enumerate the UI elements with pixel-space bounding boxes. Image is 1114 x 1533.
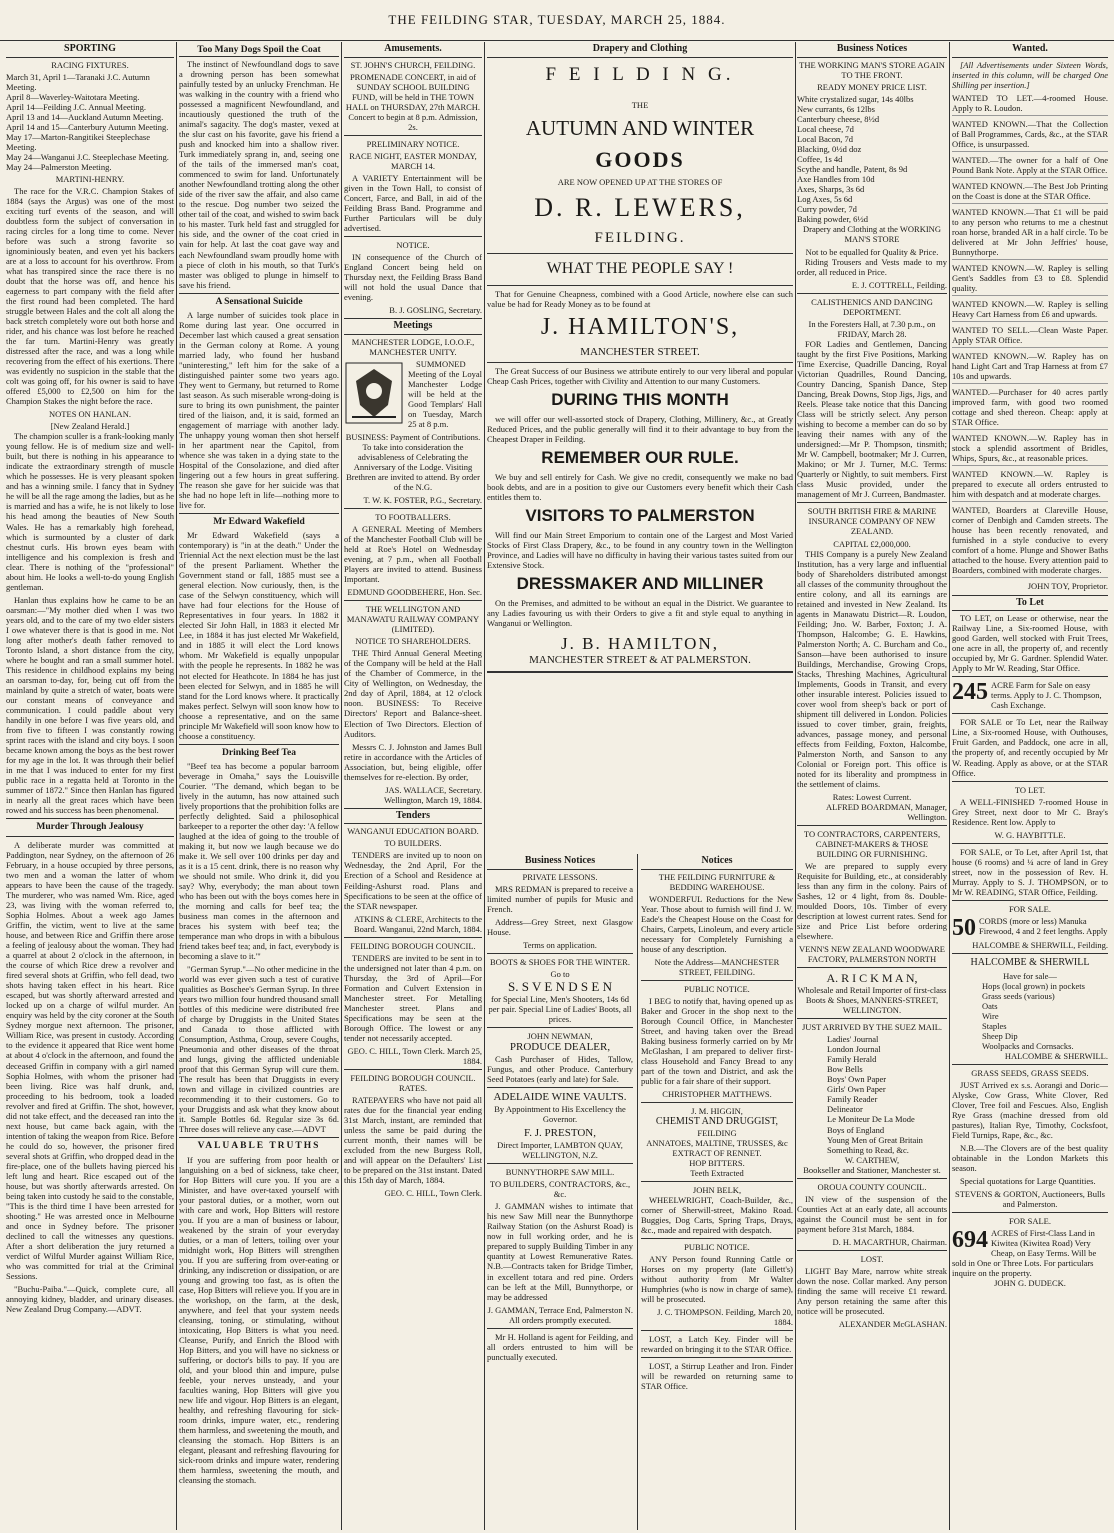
notice-text: FOR Ladies and Gentlemen, Dancing taught by the first Five Positions, Marking Time Exercise, Quadrille Dancing, Royal Victorian Quadrilles, Round Dancing, Country Dancing, Spanish Dance, Step Dancing, Break Downs, Stop Jigs, Jigs, and Reels. Please take notice that this Dancing Class will be strictly select. Any person wishing to become a member can do so by leaving their names with any of the undersigned:—Mr P. Thompson, tinsmith; Mr W. Campbell, bootmaker; Mr J. Curren, Makino; or Mr J. Turner, M.C. Terms: Quarterly or Nightly, to suit members. First class Music provided, under the management of Mr J. Curreen, Bandmaster. (797, 339, 947, 500)
notice-heading: PRODUCE DEALER, (509, 1041, 611, 1054)
notice-text: Cash Purchaser of Hides, Tallow, Fungus, and other Produce. Canterbury Seed Potatoes (early and late) for Sale. (487, 1054, 633, 1085)
wanted-item: WANTED KNOWN.—W. Rapley is prepared to execute all orders entrusted to him with despatch and at moderate charges. (952, 469, 1108, 502)
fixture-item: May 24—Palmerston Meeting. (6, 161, 112, 172)
stock-item: Woolpacks and Cornsacks. (982, 1040, 1074, 1051)
wanted-item: WANTED KNOWN.—W. Rapley has in stock a splendid assortment of Bridles, Whips, Spurs, &c., at reasonable prices. (952, 433, 1108, 466)
advert-number: 50 (952, 914, 976, 941)
advert-address: MANCHESTER STREET & AT PALMERSTON. (529, 653, 751, 666)
notice-text: FOR SALE, or To Let, after April 1st, that house (6 rooms) and ¼ acre of land in Grey street, now in the possession of Rev. H. Murray. Apply to S. J. THOMPSON, or to Mr W. READING, STAR Office, Feilding. (952, 846, 1108, 897)
subcolumn-business-notices (487, 854, 638, 1530)
notice-text: CORDS (more or less) Manuka Firewood, 4 and 2 feet lengths. Apply (979, 915, 1108, 936)
notice-signature: HALCOMBE & SHERWILL, Feilding. (972, 939, 1108, 950)
notice-heading: NOTICE. (396, 240, 430, 251)
price-item: White crystalized sugar, 14s 40lbs (797, 93, 914, 104)
notice-text: Note the Address—MANCHESTER STREET, FEILDING. (654, 956, 780, 977)
notice-heading: PUBLIC NOTICE. (684, 983, 750, 994)
notice-heading: THE WORKING MAN'S STORE AGAIN TO THE FRONT. (799, 59, 945, 80)
price-item: Local cheese, 7d (797, 123, 854, 134)
notice-text: ACRE Farm for Sale on easy terms. Apply to J. C. Thompson, Cash Exchange. (991, 680, 1102, 711)
notice-heading: WANGANUI EDUCATION BOARD. (347, 826, 479, 837)
notice-signature: D. H. MACARTHUR, Chairman. (832, 1236, 947, 1247)
notice-text: RATEPAYERS who have not paid all rates due for the financial year ending 31st March, instant, are reminded that unless the same be paid during the current month, their names will be excluded from the new Burgess Roll, and will appear on the Defaulters' List to be prepared on the 31st instant. Dated this 15th day of March, 1884. (344, 1094, 482, 1185)
notice-subheading: RACE NIGHT, EASTER MONDAY, MARCH 14. (349, 150, 477, 171)
notice-text: Direct Importer, LAMBTON QUAY, WELLINGTON, N.Z. (497, 1140, 623, 1161)
notice-text: Go to (550, 968, 570, 979)
price-item: Log Axes, 5s 6d (797, 194, 853, 204)
wanted-item: WANTED TO LET.—4-roomed House. Apply to R. Loudon. (952, 93, 1108, 116)
notice-signature: CHRISTOPHER MATTHEWS. (662, 1089, 772, 1100)
journal-item: Bow Bells (827, 1064, 863, 1075)
article-source: [New Zealand Herald.] (50, 421, 130, 432)
advert-title: WHAT THE PEOPLE SAY ! (546, 260, 734, 278)
wanted-item: WANTED KNOWN.—W. Rapley is selling Gent's Saddles from £3 to £8. Splendid quality. (952, 263, 1108, 296)
notice-text: Messrs C. J. Johnston and James Bull retire in accordance with the Articles of Association, but, being eligible, offer themselves for re-election. By order, (344, 741, 482, 782)
journal-item: Young Men of Great Britain (827, 1134, 923, 1145)
section-heading: Business Notices (797, 42, 947, 58)
notice-text: Teeth Extracted (690, 1168, 744, 1178)
notice-heading: FOR SALE. (1008, 903, 1052, 914)
stock-item: Grass seeds (various) (982, 990, 1055, 1001)
notice-text: Rates: Lowest Current. (832, 791, 912, 802)
wanted-item: WANTED KNOWN.—That the Collection of Ball Programmes, Cards, &c., at the STAR Office, is unsurpassed. (952, 119, 1108, 152)
notice-text: Terms on application. (523, 939, 597, 950)
notice-signature: VENN'S NEW ZEALAND WOODWARE FACTORY, PALMERSTON NORTH (799, 944, 945, 965)
notice-heading: TO FOOTBALLERS. (375, 512, 451, 523)
article-text: "Beef tea has become a popular barroom beverage in Omaha," says the Louisville Courier. "The demand, which began to be lively in the autumn, has now attained such lively proportions that the prohibition folks are perfectly delighted. Said a philosophical barkeeper to a reporter the other day: 'A fellow laughed at the idea of going to the trouble of making it, but now we laugh because we do make it. We sell over 100 drinks per day and as it is a 15 cent. drink, there is no reason why we should not smile. Who drink it, did you say? Why, everybody; the man about town who has been out with the boys comes here in the morning and calls for beef tea; the business man comes in the afternoon and braces his system with beef tea; the temperance man who drops in with a bibulous friend takes beef tea; and, in fact, everybody is becoming a slave to it.'" (179, 760, 339, 962)
article-text: A deliberate murder was committed at Paddington, near Sydney, on the afternoon of 26 February, in a house occupied by three persons, two men and a woman the latter of whom appears to have been the cause of the tragedy. The murderer, who was named Wm. Rice, aged 23, was living with the woman referred to, Sophia Holmes. About a week ago James Griffin, the victim, went to live at the same house, and between Rice and Griffin there arose a feeling of jealousy about the woman. They had a quarrel at about 2 o'clock in the afternoon, in the course of which Rice drew a revolver and fired several shots at Griffin, who fell dead, two shots having taken effect in his heart. Rice escaped, but was shortly afterward arrested and locked up on a charge of wilful murder. An enquiry was held by the city coroner at the South Sydney morgue next afternoon. The prisoner, William Rice, was present in custody. According to the evidence it appeared that Rice went home at about 4 o'clock in the afternoon, and found the deceased Griffin in company with a girl named Sophia Holmes, with whom the prisoner had been living. Rice was half drunk, and, proceeding to his bedroom, took a loaded revolver and fired at Griffin. The shot, however, did not take effect, and the deceased ran into the next house, but came back again, with the intention of taking the weapon from Rice. Before he could do so, however, the prisoner fired several shots at Griffin, who dropped dead in the fire-place, one of the bullets having pierced his left lung and heart. Rice escaped out of the house, but was shortly afterwards arrested. On being taken into custody he said to the constable, "This is the third time I have been arrested for shooting." He was arrested once in Melbourne and once in Sydney before. The prisoner declined to call the witnesses any questions. After a short deliberation the jury returned a verdict of Wilful Murder against William Rice, who was committed for trial at the Criminal Sessions. (6, 840, 174, 1281)
notice-signature: B. J. GOSLING, Secretary. (389, 305, 482, 316)
notice-text: PROMENADE CONCERT, in aid of SUNDAY SCHOOL BUILDING FUND, will be held in THE TOWN HALL on THURSDAY, 27th MARCH. Concert to begin at 8 p.m. Admission, 2s. (345, 71, 481, 132)
journal-item: Family Reader (827, 1094, 878, 1105)
notice-text: IN consequence of the Church of England Concert being held on Thursday next, the Feilding Brass Band will not hold the usual Dance that evening. (344, 252, 482, 303)
notice-heading: FEILDING BOROUGH COUNCIL. RATES. (350, 1072, 476, 1093)
lodge-crest-icon (344, 361, 404, 425)
notice-text: THIS Company is a purely New Zealand Institution, has a very large and influential body of Shareholders distributed amongst all classes of the community throughout the entire colony, and all its earnings are retained and invested in New Zealand. Its agents in Manawatu District—R. Loudon, Feilding; Jno. W. Barber, Foxton; J. A. Thompson, Halcombe; G. E. Hawkins, Palmerston North; A. C. Burcham and Co., Sanson—have been authorised to insure Buildings, Merchandise, Growing Crops, Stacks, Threshing Machines, Agricultural Implements, Goods in Transit, and every other insurable interest. Policies issued to cover wool from sheep's back or port of shipment till delivered in London. Policies issued to cover timber, grain, freights, advances, passage money, and personal effects from Feilding, Foxton, Halcombe, Palmerston North, and Sanson to any Colonial or Foreign port. This office is noted for its liberality and promptness in the settlement of claims. (797, 548, 947, 789)
fixture-item: April 14 and 15—Canterbury Autumn Meeting. (6, 121, 169, 132)
notice-text: Drapery and Clothing at the WORKING MAN'S STORE (803, 224, 941, 245)
price-item: New currants, 6s 12lbs (797, 103, 875, 114)
article-text: The instinct of Newfoundland dogs to save a drowning person has been somewhat painfully tested by an unlucky Frenchman. He was walking in the country with a friend who possessed a magnificent Newfoundland, and incautiously questioned the truth of the animal's sagacity. The dog's master, vexed at the slur cast on his favorite, gave his friend a push and knocked him into a shallow river. Turk immediately sprang in, and, seeing one of the tails of the immersed man's coat, commenced to swim for land. Unfortunately another Newfoundland trotting along the other side of the river saw the affair, and also came to the rescue. Dog number two seized the other tail of the coat, and wished to swim back to his master. Turk held fast and struggled for his side, and the owner of the coat cried in vain for help. At last the coat gave way and each Newfoundland swam proudly home with a piece of cloth in his mouth, so that Turk's master was obliged to plunge in himself to save his friend. (179, 59, 339, 290)
notice-heading: ST. JOHN'S CHURCH, FEILDING. (350, 59, 476, 70)
notice-text: N.B.—The Clovers are of the best quality obtainable in the London Markets this season. (952, 1142, 1108, 1173)
advert-number: 245 (952, 679, 988, 706)
article-heading: Murder Through Jealousy (36, 821, 144, 832)
notice-heading: ADELAIDE WINE VAULTS. (493, 1091, 627, 1104)
article-heading: A Sensational Suicide (215, 296, 303, 307)
article-text: Mr Edward Wakefield (says a contemporary) is "in at the death." Under the Triennial Act the next election must be the last of the present Parliament. Whether the Government stand or fall, 1885 must see a general election. Now curiously, then, is the case of the Selwyn constituency, which will have had four elections for the House of Representatives in four years. In 1882 it elected Sir John Hall, in 1883 it elected Mr Lee, in 1884 it has just elected Mr Wakefield, and in 1885 it will elect the Lord knows whom. Mr Wakefield is equally unpopular with the people he represents. In 1882 he was not elected for Heathcote. In 1884 he has just been elected for Selwyn, and in 1885 he will stand for the Lord knows where. It practically makes perfect. Selwyn will soon know how to choose a representative, and on the same principle Mr Wakefield will soon know how to choose a constituency. (179, 530, 339, 741)
advert-heading: DURING THIS MONTH (551, 389, 729, 409)
notice-text: I BEG to notify that, having opened up as Baker and Grocer in the shop next to the Borough Council Office, in Manchester Street, and having taken over the Bread Baking business formerly carried on by Mr McGlashan, I am prepared to deliver first-class Household and Fancy Bread to any part of the town and District, and ask the public for a fair share of their support. (641, 995, 793, 1087)
article-text: The race for the V.R.C. Champion Stakes of 1884 (says the Argus) was one of the most exciting turf events of the season, and will doubtless form the subject of conversation in racing circles for a long time to come. Never before was such a strong favorite so ignominiously beaten, and even yet his backers are at a loss to account for his overthrow. From what has transpired since the race there is no doubt that the horse was off, and hence his eagerness to part company with the field after the first round had been completed. The hard struggle between Hales and the colt all along the back stretch completely wore out both horse and rider, and his chance was lost before he reached the far turn. Martini-Henry was greatly distressed after the race, and was a long while recovering from the effect of his exertions. There was evidently no suspicion in the stable that the colt was going off, for his owner is said to have offered £5,000 to £2,500 on him for the Champion Stakes the night before the race. (6, 185, 174, 407)
advert-subtitle: ARE NOW OPENED UP AT THE STORES OF (557, 176, 723, 187)
journal-item: Le Moniteur De La Mode (827, 1114, 915, 1125)
notice-heading: BUNNYTHORPE SAW MILL. (505, 1167, 615, 1178)
journal-item: Boys' Own Paper (827, 1074, 887, 1085)
notice-text: Not to be equalled for Quality & Price. (805, 247, 939, 258)
wanted-item: WANTED KNOWN.—The Best Job Printing on the Coast is done at the STAR Office. (952, 181, 1108, 204)
notice-text: TO LET, on Lease or otherwise, near the Railway Line, a Six-roomed House, with good Garden, well stocked with Fruit Trees, one acre in all, the property of, and recently occupied by, Mr G. Gardner. Splendid Water. Apply to Mr W. Reading, Star Office. (952, 613, 1108, 674)
article-text: A large number of suicides took place in Rome during last year. One occurred in December last which caused a great sensation in the German colony at Rome. A young married lady, who found her husband "uninteresting," left him for the sake of a distinguished painter some two years ago. They went to Germany, but returned to Rome last season. As such miserable wrong-doing is sure to bring its own punishment, the painter tired of the liaison, and, it is said, formed an engagement of marriage with another lady. The unhappy young woman then shot herself in her apartment near the Capitol, from whence she was taken in a dying state to the Hospital of the Consolazione, and died after lingering out a few hours in great suffering. The reason she gave for her suicide was that she had no hope left in life—nothing more to live for. (179, 309, 339, 511)
wanted-item: WANTED.—Purchaser for 40 acres partly improved farm, with good two roomed cottage and shed thereon. Cheap: apply at STAR Office. (952, 387, 1108, 430)
notice-text: Special quotations for Large Quantities. (960, 1175, 1096, 1186)
advert-merchant: J. HAMILTON'S, (540, 314, 740, 341)
column-business-notices (797, 42, 947, 1530)
journal-item: London Journal (827, 1044, 881, 1055)
column-drapery (487, 42, 793, 1530)
article-heading: Drinking Beef Tea (222, 747, 296, 758)
fixture-item: May 17—Marton-Rangitikei Steeplechase Meeting. (6, 131, 150, 152)
notice-text: A VARIETY Entertainment will be given in the Town Hall, to consist of Concert, Farce, and Ball, in aid of the Feilding Brass Band. Programme and Further Particulars will be duly advertised. (344, 172, 482, 234)
fixture-item: May 24—Wanganui J.C. Steeplechase Meeting. (6, 151, 169, 162)
notice-text: Address—Grey Street, next Glasgow House. (487, 916, 633, 937)
journal-item: Boys of England (827, 1124, 885, 1135)
wanted-item: WANTED KNOWN.—That £1 will be paid to any person who returns to me a chestnut roan horse, branded AR in a half circle. To be delivered at Mr John Jeffries' house, Bunnythorpe. (952, 207, 1108, 260)
article-heading: Too Many Dogs Spoil the Coat (179, 45, 339, 57)
section-heading: Drapery and Clothing (487, 42, 793, 58)
column-amusements (344, 42, 482, 1530)
notice-text: J. GAMMAN wishes to intimate that his new Saw Mill near the Bunnythorpe Railway Station (on the Ashurst Road) is now in full working order, and he is prepared to supply Building Timber in any quantity at Lowest Remunerative Rates. N.B.—Contracts taken for Bridge Timber, in excellent totara and red pine. Orders can be left at the Mill, Bunnythorpe, or may be addressed (487, 1201, 633, 1302)
notice-text: By Appointment to His Excellency the Governor. (494, 1104, 626, 1125)
journal-list (797, 1034, 947, 1154)
advert-merchant: JOHN NEWMAN, (527, 1031, 593, 1042)
notice-heading: CHEMIST AND DRUGGIST, (655, 1116, 779, 1128)
notice-heading: MANCHESTER LODGE, I.O.O.F., MANCHESTER UNITY. (351, 336, 475, 357)
notice-text: Wholesale and Retail Importer of first-class Boots & Shoes, MANNERS-STREET, WELLINGTON. (797, 985, 947, 1016)
fixture-item: March 31, April 1—Taranaki J.C. Autumn Meeting. (6, 71, 150, 92)
notice-text: A WELL-FINISHED 7-roomed House in Grey Street, next door to Mr C. Bray's Residence. Rent low. Apply to (952, 796, 1108, 827)
notice-signature: JOHN TOY, Proprietor. (1027, 581, 1108, 592)
notice-text: Riding Trousers and Vests made to my order, all reduced in Price. (797, 257, 947, 278)
wanted-item: WANTED, Boarders at Clareville House, corner of Denbigh and Camden streets. The house has been recently renovated, and furnished in a style conducive to every comfort of a home. Plunge and Shower Baths attached to the house. Every attention paid to Boarders, combined with moderate charges. (952, 505, 1108, 578)
article-heading: NOTES ON HANLAN. (49, 409, 131, 420)
article-heading: Mr Edward Wakefield (213, 517, 305, 528)
notice-text: WONDERFUL Reductions for the New Year. Those about to furnish will find J. W. Eade's the Cheapest House on the Coast for Chairs, Carpets, Linoleum, and every article necessary for Completely Furnishing a house of any description. (641, 893, 793, 954)
journal-item: Family Herald (827, 1054, 877, 1065)
notice-heading: HALCOMBE & SHERWILL (970, 956, 1090, 968)
notice-signature: W. G. HAYBITTLE. (994, 829, 1066, 840)
section-heading: Amusements. (344, 42, 482, 58)
journal-item: Delineator (827, 1104, 863, 1115)
wanted-item: WANTED TO SELL.—Clean Waste Paper. Apply STAR Office. (952, 325, 1108, 348)
advert-text: If you are suffering from poor health or languishing on a bed of sickness, take cheer, for Hop Bitters will cure you. If you are a Minister, and have over-taxed yourself with your pastoral duties, or a mother, worn out with care and work, Hop Bitters will restore you. If you are a man of business or labour, weakened by the strain of your everyday duties, or a man of letters, toiling over your midnight work, Hop Bitters will strengthen you. If you are suffering from over-eating or drinking, any indiscretion or dissipation, or are young and growing too fast, as is often the case, Hop Bitters will relieve you. If you are in the workshop, on the farm, at the desk, anywhere, and feel that your system needs cleansing, toning, or stimulating, without intoxicating, Hop Bitters is what you need. Cleanse, Purify, and Enrich the Blood with Hop Bitters, and you will have no sickness or suffering, or doctor's bills to pay. If you are old, and your blood thin and impure, pulse feeble, your nerves unsteady, and your faculties waning, Hop Bitters will give you new life and vigour. Hop Bitters is an elegant, healthy, and refreshing flavouring for sick-room drinks, impure water, etc., rendering them harmless, and sweetening the mouth, and cleansing the stomach. Hop Bitters is an elegant, pleasant and refreshing flavouring for sick-room drinks and impure water, rendering them harmless, sweetening the mouth, and cleansing the stomach. (179, 1154, 339, 1486)
notice-signature: ALEXANDER McGLASHAN. (838, 1318, 947, 1329)
price-item: Scythe and handle, Patent, 8s 9d (797, 163, 908, 174)
section-heading: SPORTING (6, 42, 174, 58)
notice-heading: TO LET. (1014, 784, 1046, 795)
column-sporting (6, 42, 174, 1530)
advert-merchant: W. CARTHEW, (844, 1154, 900, 1165)
notice-text: MRS REDMAN is prepared to receive a limited number of pupils for Music and French. (487, 883, 633, 914)
notice-text: LIGHT Bay Mare, narrow white streak down the nose. Collar marked. Any person finding the same will receive £1 reward. Any person retaining the same after this notice will be prosecuted. (797, 1265, 947, 1316)
notice-text: TENDERS are invited up to noon on Wednesday, the 2nd April, For the Erection of a School and Residence at Feilding-Ashurst road. Plans and Specifications to be seen at the office of the STAR newspaper. (344, 850, 482, 911)
notice-signature: GEO. C. HILL, Town Clerk. (384, 1187, 482, 1198)
fixtures-heading: RACING FIXTURES. (51, 59, 129, 70)
notice-text: WHEELWRIGHT, Coach-Builder, &c., corner of Sherwill-street, Makino Road. Buggies, Dog Carts, Spring Traps, Drays, &c., made and repaired with despatch. (641, 1195, 793, 1236)
notice-subheading: TO BUILDERS. (384, 838, 442, 849)
advert-text: We buy and sell entirely for Cash. We give no credit, consequently we make no bad book debts, and are in a position to give our Customers every benefit which their Cash entitles them to. (487, 471, 793, 502)
notice-signature: JAS. WALLACE, Secretary. Wellington, March 19, 1884. (384, 784, 482, 805)
notice-text: Bookseller and Stationer, Manchester st. (803, 1164, 941, 1175)
stock-item: Staples (982, 1020, 1007, 1031)
price-item: Canterbury cheese, 8½d (797, 113, 880, 124)
notice-signature: J. C. THOMPSON. Feilding, March 20, 1884. (657, 1307, 793, 1328)
article-text: Hanlan thus explains how he came to be an oarsman:—"My mother died when I was two years old, and to the care of my two elder sisters I owe whatever there is that is good in me. Not long after mother's death father removed to Toronto Island, a short distance from the city, where he bought and ran a small summer hotel. This residence in childhood explains my being an oarsman to-day, for, being cut off from the mainland by quite a stretch of water, boats were our constant means of conveyance and communication. I could paddle about very handily in one before I was five years old, and from five to fifteen I was constantly rowing sprint races with the island and city boys. I soon became known among the boys as the best rower for my age in the lot. It was through their belief in me that I was induced to enter for my first public race in a regatta held at Toronto in the summer of 1872." Since then Hanlan has figured in nearly all the great races which have been rowed and his success has been phenomenal. (6, 594, 174, 815)
wanted-item: WANTED KNOWN.—W. Rapley has on hand Light Cart and Trap Harness at from £7 10s and upwards. (952, 351, 1108, 384)
advert-text: "Buchu-Paiba."—Quick, complete cure, all annoying kidney, bladder, and urinary diseases. New Zealand Drug Company.—ADVT. (6, 1283, 174, 1314)
advert-merchant: J. M. HIGGIN, (691, 1106, 743, 1117)
notice-text: A GENERAL Meeting of Members of the Manchester Football Club will be held at Roe's Hotel on Wednesday evening, at 7 p.m., when all Football Players are invited to attend. Business Important. (344, 524, 482, 585)
advert-heading: DRESSMAKER AND MILLINER (516, 573, 764, 593)
notice-signature: EDMUND GOODBEHERE, Hon. Sec. (347, 587, 482, 598)
advert-merchant: JOHN BELK, (692, 1185, 742, 1196)
stock-list (952, 981, 1108, 1051)
notice-text: Mr H. Holland is agent for Feilding, and all orders entrusted to him will be punctually executed. (487, 1331, 633, 1362)
wanted-item: WANTED KNOWN.—W. Rapley is selling Heavy Cart Harness from £6 and upwards. (952, 299, 1108, 322)
notice-text: THE Third Annual General Meeting of the Company will be held at the Hall of the Chamber of Commerce, in the City of Wellington, on Wednesday, the 2nd day of April, 1884, at 12 o'clock noon. BUSINESS: To Receive Directors' Report and Balance-sheet. Election of Two Directors. Election of Auditors. (344, 648, 482, 739)
notice-subheading: CAPITAL £2,000,000. (833, 538, 911, 549)
advert-merchant: F. J. PRESTON, (524, 1127, 596, 1140)
article-heading: MARTINI-HENRY. (55, 173, 125, 184)
notice-heading: JUST ARRIVED BY THE SUEZ MAIL. (801, 1022, 943, 1033)
notice-signature: HALCOMBE & SHERWILL. (1004, 1050, 1108, 1061)
journal-item: Girls' Own Paper (827, 1084, 886, 1095)
advert-heading: VALUABLE TRUTHS (197, 1141, 321, 1152)
advert-text: "German Syrup."—No other medicine in the world was ever given such a test of curative qualities as Boschee's German Syrup. In three years two million four hundred thousand small bottles of this medicine were distributed free of charge by Druggists in the United States and Canada to those afflicted with Consumption, Asthma, Croup, severe Coughs, Pneumonia and other diseases of the throat and lungs, giving the afflicted undeniable proof that this German Syrup will cure them. The result has been that Druggists in every town and village in civilized countries are recommending it to their customers. Go to your Druggists and ask what they know about it. Sample Bottles 6d. Regular size 3s 6d. Three doses will relieve any case.—ADVT (179, 964, 339, 1135)
advert-text: Will find our Main Street Emporium to contain one of the Largest and Most Varied Stocks of First Class Drapery, &c., to be found in any country town in the Wellington Province, and Ladies will have no difficulty in having their various tastes suited from our Extensive Stock. (487, 529, 793, 570)
notice-text: Have for sale— (1003, 970, 1057, 981)
advert-merchant: S. S V E N D S E N (508, 978, 612, 994)
notice-heading: FOR SALE. (1008, 1215, 1052, 1226)
stock-item: Oats (982, 1000, 998, 1011)
notice-heading: PRIVATE LESSONS. (522, 871, 598, 882)
notice-text: We are prepared to supply every Requisite for Building, etc., at considerably less than any firm in the colony. Pairs of Sashes, 12 or 4 light, from 8s. Double-moulded Doors, 10s. Timber of every description at lowest current rates. Send for size and Price List before ordering elsewhere. (797, 860, 947, 942)
price-item: Axes, Sharps, 3s 6d (797, 183, 865, 194)
fixture-item: April 14—Feilding J.C. Annual Meeting. (6, 101, 147, 112)
masthead: THE FEILDING STAR, TUESDAY, MARCH 25, 1884. (0, 0, 1114, 41)
section-heading: Wanted. (952, 42, 1108, 58)
fixtures-list (6, 72, 174, 172)
notice-heading: TO CONTRACTORS, CARPENTERS, CABINET-MAKERS & THOSE BUILDING OR FURNISHING. (803, 828, 941, 859)
notice-signature: JOHN G. DUDECK. (994, 1277, 1066, 1288)
advert-town: FEILDING. (594, 229, 686, 246)
fixture-item: April 8—Waverley-Waitotara Meeting. (6, 91, 140, 102)
advert-title: AUTUMN AND WINTER (525, 116, 755, 141)
notice-text: TENDERS are invited to be sent in to the undersigned not later than 4 p.m. on Thursday, the 3rd of April—For Formation and Culvert Extension in Manchester street. For Metalling Manchester street. Plans and Specifications may be seen at the Borough Office. The lowest or any tender not necessarily accepted. (344, 952, 482, 1043)
advert-text: On the Premises, and admitted to be without an equal in the District. We guarantee to any Ladies favouring us with their Orders to give a fit and style equal to anything in Wanganui or Wellington. (487, 597, 793, 628)
notice-text: JUST Arrived ex s.s. Aorangi and Doric—Alyske, Cow Grass, White Clover, Red Clover, Tree foil and Fescues. Also, English Rye Grass (machine dressed from old pastures), Italian Rye, Timothy, Cocksfoot, Field Turnips, Rape, &c., &c. (952, 1079, 1108, 1140)
advert-merchant: D. R. LEWERS, (534, 192, 746, 222)
article-text: The champion sculler is a frank-looking manly young fellow. He is of medium size and well-built, but there is nothing in his appearance to indicate the extraordinary strength of muscle which he possesses. He is very pleasant spoken and has a winning smile. I fancy that in Sydney he will be all the rage among the ladies, but as he is married and has a wife, he is not likely to lose his head among the beauties of New South Wales. He has a remarkably high forehead, which is surmounted by a cluster of dark chestnut curls. His brown eyes beam with intelligence and his complexion is fresh and clear. There is nothing of the "professional" about him. He looks a well-to-do young English gentleman. (6, 431, 174, 592)
advert-heading: REMEMBER OUR RULE. (541, 447, 739, 467)
notice-heading: PUBLIC NOTICE. (684, 1242, 750, 1253)
advert-number: 694 (952, 1226, 988, 1253)
section-heading: Meetings (344, 318, 482, 335)
subcolumn-notices (641, 854, 793, 1530)
notice-heading: GRASS SEEDS, GRASS SEEDS. (971, 1067, 1089, 1078)
notice-signature: E. J. COTTRELL, Feilding. (851, 280, 947, 291)
column-wanted (952, 42, 1108, 1530)
stock-item: Sheep Dip (982, 1030, 1018, 1041)
notice-text: ACRES of First-Class Land in Kiwitea (Kiwitea Road) Very Cheap, on Easy Terms. Will be sold in One or Three Lots. For particulars inquire on the property. (952, 1227, 1097, 1278)
column-articles (179, 42, 339, 1530)
price-item: Local Bacon, 7d (797, 133, 853, 144)
notice-text: IN view of the suspension of the Counties Act at an early date, all accounts against the Council must be sent in for payment before 31st March, 1884. (797, 1193, 947, 1234)
advert-town: F E I L D I N G. (545, 63, 735, 85)
notice-text: FOR SALE or To Let, near the Railway Line, a Six-roomed House, with Outhouses, Fruit Garden, and Paddock, one acre in all, the property of, and recently occupied by Mr W. Reading. Apply as above, or at the STAR Office. (952, 717, 1108, 778)
notice-subheading: TO BUILDERS, CONTRACTORS, &c., &c. (489, 1179, 631, 1200)
price-list (797, 94, 947, 224)
notice-text: for Special Line, Men's Shooters, 14s 6d per pair. Special Line of Ladies' Boots, all prices. (488, 994, 632, 1025)
price-item: Coffee, 1s 4d (797, 153, 843, 164)
notice-heading: OROUA COUNTY COUNCIL. (817, 1181, 927, 1192)
fixture-item: April 13 and 14—Auckland Autumn Meeting. (6, 111, 164, 122)
advert-text: That for Genuine Cheapness, combined with a Good Article, nowhere else can such value be had for Ready Money as to be found at (487, 289, 793, 310)
section-heading: To Let (952, 595, 1108, 612)
price-item: Baking powder, 6½d (797, 214, 868, 225)
notice-signature: J. GAMMAN, Terrace End, Palmerston N. (487, 1304, 633, 1315)
notice-signature: STEVENS & GORTON, Auctioneers, Bulls and Palmerston. (955, 1188, 1105, 1209)
notice-signature: ALFRED BOARDMAN, Manager, Wellington. (825, 801, 947, 822)
advert-merchant: A. R I C K M A N, (826, 971, 918, 986)
notice-text: All orders promptly executed. (509, 1314, 611, 1325)
advert-heading: VISITORS TO PALMERSTON (525, 505, 755, 525)
notice-heading: FEILDING BOROUGH COUNCIL. (350, 940, 476, 951)
advert-title: GOODS (595, 146, 685, 172)
price-item: Axe Handles from 10d (797, 173, 875, 184)
advert-text: The Great Success of our Business we attribute entirely to our very liberal and popular Cheap Cash Prices, together with Civility and Attention to our many Customers. (487, 365, 793, 386)
notice-heading: THE WELLINGTON AND MANAWATU RAILWAY COMPANY (LIMITED). (346, 604, 480, 635)
notice-text: ANY Person found Running Cattle or Horses on my property (late Gillett's) without authority from Mr Walter Humphries (who is now in charge of same), will be prosecuted. (641, 1254, 793, 1305)
advert-word: THE (631, 100, 649, 111)
journal-item: Ladies' Journal (827, 1034, 879, 1045)
advert-text: we will offer our well-assorted stock of Drapery, Clothing, Millinery, &c., at Greatly Reduced Prices, and the public generally will find it to their advantage to buy from the Cheapest Draper in Feilding. (487, 413, 793, 444)
notice-signature: ATKINS & CLERE, Architects to the Board. Wanganui, 22nd March, 1884. (353, 913, 482, 934)
journal-item: Something to Read, &c. (827, 1144, 909, 1155)
advert-merchant: J. B. HAMILTON, (561, 633, 719, 653)
section-heading: Business Notices (487, 854, 633, 870)
notice-signature: T. W. K. FOSTER, P.G., Secretary. (363, 495, 482, 506)
notice-heading: THE FEILDING FURNITURE & BEDDING WAREHOUSE. (658, 871, 776, 892)
notice-subheading: In the Foresters Hall, at 7.30 p.m., on FRIDAY, March 28. (808, 319, 936, 340)
notice-text: BUSINESS: Payment of Contributions. To take into consideration the advisableness of Celebrating the Anniversary of the Lodge. Visiting Brethren are invited to attend. By order of the N.G. (345, 432, 481, 493)
stock-item: Hops (local grown) in pockets (982, 980, 1085, 991)
wanted-item: WANTED.—The owner for a half of One Pound Bank Note. Apply at the STAR Office. (952, 155, 1108, 178)
notice-text: LOST, a Stirrup Leather and Iron. Finder will be rewarded on returning same to STAR Office. (641, 1361, 793, 1392)
notice-heading: PRELIMINARY NOTICE. (366, 138, 460, 149)
notice-heading: BOOTS & SHOES FOR THE WINTER. (490, 956, 630, 967)
advert-address: MANCHESTER STREET. (580, 345, 700, 358)
notice-heading: CALISTHENICS AND DANCING DEPORTMENT. (811, 297, 933, 318)
notice-text: EXTRACT OF RENNET. (672, 1147, 762, 1158)
stock-item: Wire (982, 1010, 999, 1021)
notice-subheading: READY MONEY PRICE LIST. (817, 81, 927, 92)
price-item: Curry powder, 7d (797, 204, 857, 215)
notice-text: LOST, a Latch Key. Finder will be rewarded on bringing it to the STAR Office. (641, 1334, 793, 1355)
notice-text: HOP BITTERS. (689, 1157, 745, 1168)
notice-heading: SOUTH BRITISH FIRE & MARINE INSURANCE COMPANY OF NEW ZEALAND. (807, 506, 937, 537)
section-heading: Tenders (344, 808, 482, 825)
column-note: [All Advertisements under Sixteen Words, inserted in this column, will be charged One Shilling per insertion.] (952, 59, 1108, 90)
notice-heading: LOST. (860, 1253, 884, 1264)
notice-signature: GEO. C. HILL, Town Clerk. March 25, 1884. (347, 1045, 482, 1066)
notice-subheading: NOTICE TO SHAREHOLDERS. (355, 636, 471, 647)
notice-text: SUMMONED Meeting of the Loyal Manchester Lodge will be held at the Good Templars' Hall on Tuesday, March 25 at 8 p.m. (408, 358, 482, 430)
notice-text: FEILDING (697, 1127, 737, 1138)
section-heading: Notices (641, 854, 793, 870)
notice-text: ANNATOES, MALTINE, TRUSSES, &c (646, 1137, 788, 1148)
price-item: Blacking, 0½d doz (797, 143, 862, 154)
wanted-list (952, 93, 1108, 579)
